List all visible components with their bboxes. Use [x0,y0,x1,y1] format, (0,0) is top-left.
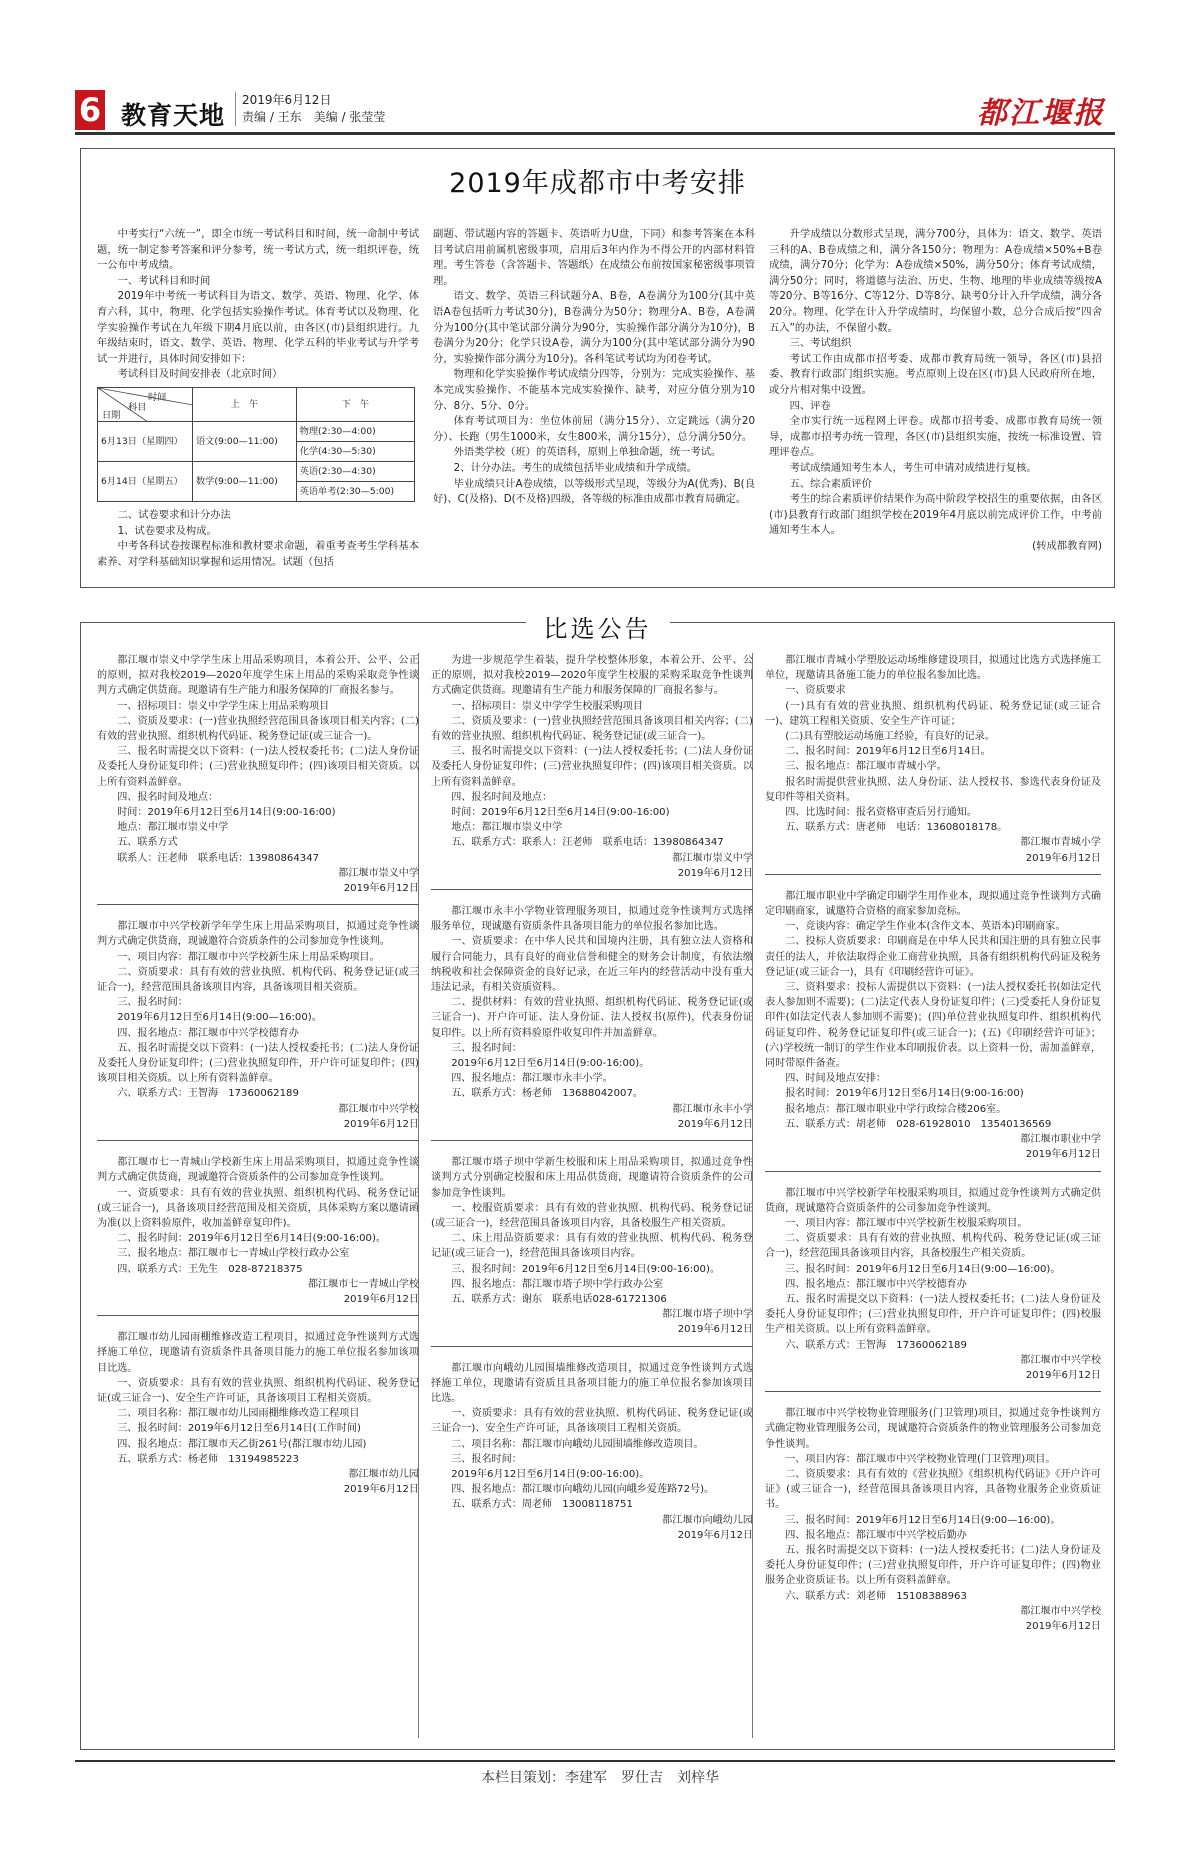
notice-paragraph: 六、联系方式：王智海 17360062189 [785,1339,967,1351]
notice-signature: 都江堰市中兴学校 [1020,1354,1101,1366]
notice-paragraph: 三、报名时间：2019年6月12日至6月14日(9:00-16:00)。 [451,1263,720,1275]
exam-paragraph: 全市实行统一远程网上评卷。成都市招考委、成都市教育局统一领导，成都市招考办统一管理，各区(市)县组织实施，按统一标准设置、管理评卷点。 [769,415,1102,459]
notice-paragraph: 四、报名地点：都江堰市中兴学校德育办 [117,1027,299,1039]
notice-paragraph: 二、项目名称：都江堰市向峨幼儿园围墙维修改造项目。 [451,1438,704,1450]
exam-heading: 一、考试科目和时间 [117,274,211,287]
notice-paragraph: 六、联系方式：王智海 17360062189 [117,1088,299,1100]
notice [431,1361,753,1551]
notice-date: 2019年6月12日 [343,1293,419,1305]
notice [97,1330,419,1505]
date-block [235,92,455,126]
notice-paragraph: 报名时需提供营业执照、法人身份证、法人授权书、参选代表身份证及复印件等相关资料。 [765,776,1101,803]
exam-paragraph: 考试成绩通知考生本人，考生可申请对成绩进行复核。 [789,461,1037,474]
notice [765,1406,1101,1642]
table-cell-afternoon: 物理(2:30—4:00) [296,421,414,441]
announcements-section [80,615,1115,1750]
table-cell-afternoon: 英语(2:30—4:30) [296,461,414,481]
notice-paragraph: (二)具有塑胶运动场施工经验，有良好的记录。 [785,731,995,743]
notice-paragraph: 二、投标人资质要求：印刷商是在中华人民共和国注册的具有独立民事责任的法人，并依法取得企业工商营业执照，具备有组织机构代码证及税务登记证(或三证合一)，具有《印刷经营许可证》。 [765,936,1101,978]
notice [431,904,753,1141]
notice-date: 2019年6月12日 [677,1118,753,1130]
notice-paragraph: 二、资质要求：具有有效的营业执照、机构代码、税务登记证(或三证合一)，经营范围具备该项目内容，具备校服生产相关资质。 [765,1233,1101,1260]
announcements-title-text: 比选公告 [526,615,670,643]
notice-paragraph: 都江堰市中兴学校物业管理服务(门卫管理)项目，拟通过竞争性谈判方式确定物业管理服务公司，现诚邀符合资质条件的物业管理服务公司参加竞争性谈判。 [765,1408,1101,1450]
notice-paragraph: 二、提供材料：有效的营业执照、组织机构代码证、税务登记证(或三证合一)、开户许可证、法人身份证、法人授权书(原件)，代表身份证复印件。以上所有资料验原件收复印件并加盖鲜章。 [431,997,753,1039]
table-cell-afternoon: 化学(4:30—5:30) [296,441,414,461]
notice-date: 2019年6月12日 [1025,852,1101,864]
notice [765,1186,1101,1393]
notice-paragraph: (一)具有有效的营业执照、组织机构代码证、税务登记证(或三证合一)、建筑工程相关资质、安全生产许可证； [765,700,1101,727]
exam-source: (转成都教育网) [1032,539,1102,552]
notice-paragraph: 五、报名时需提交以下资料：(一)法人授权委托书；(二)法人身份证及委托人身份证复印件；(三)营业执照复印件，开户许可证复印件；(四)物业服务企业资质证书。以上所有资料盖鲜章。 [765,1544,1101,1587]
notice-paragraph: 一、资质要求：具有有效的营业执照、机构代码证、税务登记证(或三证合一)、安全生产许可证，具备该项目工程相关资质。 [431,1408,753,1435]
header-afternoon: 下 午 [296,387,414,421]
notice-paragraph: 2019年6月12日至6月14日(9:00-16:00)。 [451,1058,650,1070]
notice-paragraph: 一、校服资质要求：具有有效的营业执照、机构代码、税务登记证(或三证合一)，经营范围具备该项目内容，具备校服生产相关资质。 [431,1202,753,1229]
notice-paragraph: 四、时间及地点安排： [785,1073,887,1085]
notice-paragraph: 一、竞谈内容：确定学生作业本(含作文本、英语本)印刷商家。 [785,921,1066,933]
notice-paragraph: 时间：2019年6月12日至6月14日(9:00-16:00) [451,807,670,819]
notice [765,889,1101,1172]
notice [97,1155,419,1316]
notice-signature: 都江堰市向峨幼儿园 [662,1514,753,1526]
notice-paragraph: 二、资质及要求：(一)营业执照经营范围具备该项目相关内容；(二)有效的营业执照、组织机构代码证、税务登记证(或三证合一)。 [97,715,419,743]
notice-paragraph: 五、联系方式：谢东 联系电话028-61721306 [451,1293,667,1305]
exam-paragraph: 中考实行“六统一”，即全市统一考试科目和时间，统一命制中考试题，统一制定参考答案和评分参考，统一考试方式，统一组织评卷，统一公布中考成绩。 [97,228,419,272]
notice-signature: 都江堰市崇义中学 [338,867,419,879]
notice-paragraph: 四、报名地点：都江堰市向峨幼儿园(向峨乡爱莲路72号)。 [451,1484,715,1496]
notice-paragraph: 三、报名时间：2019年6月12日至6月14日(工作时间) [117,1423,361,1435]
header-morning: 上 午 [193,387,297,421]
notice-paragraph: 一、项目内容：都江堰市中兴学校新生校服采购项目。 [785,1217,1028,1229]
exam-paragraph: 外语类学校（班）的英语科，原则上单独命题，统一考试。 [453,446,722,459]
notice-paragraph: 2019年6月12日至6月14日(9:00—16:00)。 [117,1012,322,1024]
notice-paragraph: 一、资质要求：具有有效的营业执照、组织机构代码证、税务登记证(或三证合一)、安全生产许可证，具备该项目工程相关资质。 [97,1377,419,1404]
notice-signature: 都江堰市七一青城山学校 [307,1278,419,1290]
notice-date: 2019年6月12日 [677,867,753,879]
notice-paragraph: 三、报名时间： [451,1453,522,1465]
exam-paragraph: 物理和化学实验操作考试成绩分四等，分别为：完成实验操作、基本完成实验操作、不能基本完成实验操作、缺考，对应分值分别为10分、8分、5分、0分。 [433,368,755,412]
announcements-title [81,609,1114,644]
table-cell-morning: 数学(9:00—11:00) [193,461,297,501]
notice-date: 2019年6月12日 [343,1118,419,1130]
notice-signature: 都江堰市幼儿园 [348,1468,419,1480]
footer-rule [75,1760,1115,1762]
notice [765,653,1101,875]
exam-heading: 二、试卷要求和计分办法 [117,508,231,521]
issue-date: 2019年6月12日 [242,93,332,107]
notice-signature: 都江堰市青城小学 [1020,837,1101,849]
notice-paragraph: 地点：都江堰市崇义中学 [117,822,229,834]
notice-paragraph: 四、报名地点：都江堰市塔子坝中学行政办公室 [451,1278,664,1290]
exam-paragraph: 副题、带试题内容的答题卡、英语听力U盘，下同）和参考答案在本科目考试启用前属机密级事项，启用后3年内作为不得公开的内部材料管理。考生答卷（含答题卡、答题纸）在成绩公布前按国家秘密级事项管理。 [433,228,755,287]
notice-paragraph: 一、招标项目：崇义中学学生校服采购项目 [451,700,643,712]
exam-column-3 [769,227,1102,554]
exam-paragraph: 考试工作由成都市招考委、成都市教育局统一领导，各区(市)县招委、教育行政部门组织实施。考点原则上设在区(市)县人民政府所在地，或分片相对集中设置。 [769,352,1102,396]
notice-paragraph: 五、联系方式：联系人：汪老师 联系电话：13980864347 [451,837,724,849]
notice [431,1155,753,1346]
notice-paragraph: 都江堰市崇义中学学生床上用品采购项目，本着公开、公平、公正的原则，拟对我校2019—2020年度学生床上用品的采购采取竞争性谈判方式确定供货商。现邀请有生产能力和服务保障的厂商报名参与。 [97,655,419,697]
notice-paragraph: 一、项目内容：都江堰市中兴学校新生床上用品采购项目。 [117,951,380,963]
table-cell-morning: 语文(9:00—11:00) [193,421,297,461]
notice-paragraph: 四、报名地点：都江堰市天乙街261号(都江堰市幼儿园) [117,1438,367,1450]
notice-paragraph: 三、报名地点：都江堰市青城小学。 [785,761,947,773]
notice-paragraph: 三、报名时需提交以下资料：(一)法人授权委托书；(二)法人身份证及委托人身份证复印件；(三)营业执照复印件；(四)该项目相关资质。以上所有资料盖鲜章。 [97,746,419,788]
notice-paragraph: 三、报名地点：都江堰市七一青城山学校行政办公室 [117,1248,350,1260]
notice-paragraph: 四、报名地点：都江堰市中兴学校后勤办 [785,1529,967,1541]
notice-paragraph: 四、报名时间及地点： [451,791,553,803]
notice-signature: 都江堰市崇义中学 [672,852,753,864]
notice-paragraph: 二、报名时间：2019年6月12日至6月14日。 [785,746,991,758]
notice-paragraph: 三、资料要求：投标人需提供以下资料：(一)法人授权委托书(如法定代表人参加则不需要)；(二)法定代表人身份证复印件；(三)受委托人身份证复印件(如法定代表人参加则不需要)；(四)单位营业执照复印件、组织机构代码证复印件、税务登记证复印件(或三证合一)；(五)《印刷经营许可证》；(六)学校统一制订的学生作业本印刷报价表。以上资料一份，需加盖鲜章，同时带原件备查。 [765,982,1101,1070]
notice-paragraph: 二、资质及要求：(一)营业执照经营范围具备该项目相关内容；(二)有效的营业执照、组织机构代码证、税务登记证(或三证合一)。 [431,715,753,743]
header-subject: 科目 [128,401,147,413]
notice-paragraph: 时间：2019年6月12日至6月14日(9:00-16:00) [117,807,336,819]
notice [97,653,419,905]
notice [97,919,419,1141]
notice-paragraph: 都江堰市塔子坝中学新生校服和床上用品采购项目，拟通过竞争性谈判方式分别确定校服和床上用品供货商，现邀请符合资质条件的公司参加竞争性谈判。 [431,1157,753,1199]
notice-paragraph: 三、报名时间： [451,1042,522,1054]
exam-heading: 五、综合素质评价 [789,477,872,490]
notice-paragraph: 地点：都江堰市崇义中学 [451,822,563,834]
notice-paragraph: 报名地点：都江堰市职业中学行政综合楼206室。 [785,1103,1007,1115]
notice-paragraph: 都江堰市七一青城山学校新生床上用品采购项目，拟通过竞争性谈判方式确定供货商，现诚邀符合资质条件的公司参加竞争性谈判。 [97,1157,419,1184]
announcements-column-3 [765,653,1101,1656]
notice-paragraph: 四、报名时间及地点： [117,791,219,803]
notice-paragraph: 一、项目内容：都江堰市中兴学校物业管理(门卫管理)项目。 [785,1453,1056,1465]
notice-date: 2019年6月12日 [1025,1369,1101,1381]
exam-heading: 四、评卷 [789,399,831,412]
notice-paragraph: 三、报名时间：2019年6月12日至6月14日(9:00—16:00)。 [785,1263,1061,1275]
exam-schedule-table [97,387,415,502]
exam-column-1 [97,227,419,570]
notice-paragraph: 五、报名时需提交以下资料：(一)法人授权委托书；(二)法人身份证及委托人身份证复印件；(三)营业执照复印件，开户许可证复印件；(四)校服生产相关资质。以上所有资料盖鲜章。 [765,1293,1101,1336]
notice-signature: 都江堰市中兴学校 [338,1103,419,1115]
exam-paragraph: 升学成绩以分数形式呈现，满分700分，具体为：语文、数学、英语三科的A、B卷成绩之和，满分各150分；物理为：A卷成绩×50%+B卷成绩，满分70分；化学为：A卷成绩×50%，满分50分；体育考试成绩，满分50分；同时，将道德与法治、历史、生物、地理的毕业成绩等级按A等20分、B等16分、C等12分、D等8分、缺考0分计入升学成绩，满分各20分。物理、化学在计入升学成绩时，均保留小数，总分合成后按“四舍五入”的办法，不保留小数。 [769,228,1102,334]
table-cell-date: 6月14日（星期五） [98,461,193,501]
notice-paragraph: 一、资质要求 [785,685,846,697]
notice-paragraph: 五、报名时需提交以下资料：(一)法人授权委托书；(二)法人身份证及委托人身份证复印件；(三)营业执照复印件，开户许可证复印件；(四)该项目相关资质。以上所有资料盖鲜章。 [97,1042,419,1085]
notice-paragraph: 都江堰市幼儿园雨棚维修改造工程项目，拟通过竞争性谈判方式选择施工单位，现邀请有资质条件具备项目能力的施工单位报名参加该项目比选。 [97,1332,419,1374]
announcements-column-2 [431,653,753,1565]
exam-paragraph: 考生的综合素质评价结果作为高中阶段学校招生的重要依据，由各区(市)县教育行政部门组织学校在2019年4月底以前完成评价工作，中考前通知考生本人。 [769,493,1102,537]
notice-paragraph: 为进一步规范学生着装，提升学校整体形象，本着公开、公平、公正的原则，拟对我校2019—2020年度学生校服的采购采取竞争性谈判方式确定供货商。现邀请有生产能力和服务保障的厂商报名参与。 [431,655,753,697]
exam-paragraph: 毕业成绩只计A卷成绩，以等级形式呈现，等级分为A(优秀)、B(良好)、C(及格)、D(不及格)四级，各等级的标准由成都市教育局确定。 [433,477,755,506]
notice-date: 2019年6月12日 [1025,1620,1101,1632]
notice-date: 2019年6月12日 [343,883,419,895]
table-diagonal-header [98,387,193,421]
editors: 责编 / 王东 美编 / 张莹莹 [242,110,386,124]
notice-paragraph: 五、联系方式：胡老师 028-61928010 13540136569 [785,1118,1052,1130]
notice-paragraph: 五、联系方式 [117,837,178,849]
notice-date: 2019年6月12日 [343,1484,419,1496]
notice-paragraph: 二、项目名称：都江堰市幼儿园雨棚维修改造工程项目 [117,1408,360,1420]
exam-heading: 三、考试组织 [789,337,852,350]
notice-paragraph: 一、招标项目：崇义中学学生床上用品采购项目 [117,700,330,712]
notice-paragraph: 报名时间：2019年6月12日至6月14日(9:00-16:00) [785,1088,1024,1100]
notice-paragraph: 二、床上用品资质要求：具有有效的营业执照、机构代码、税务登记证(或三证合一)，经营范围具备该项目内容。 [431,1233,753,1260]
header-rule [75,132,1115,135]
notice-paragraph: 都江堰市职业中学确定印刷学生用作业本，现拟通过竞争性谈判方式确定印刷商家，诚邀符合资格的商家参加竞标。 [765,890,1101,918]
notice-date: 2019年6月12日 [677,1324,753,1336]
notice-date: 2019年6月12日 [677,1529,753,1541]
notice-paragraph: 六、联系方式：刘老师 15108388963 [785,1590,967,1602]
newspaper-logo: 都江堰报 [977,96,1105,131]
masthead [75,88,1115,132]
notice-paragraph: 一、资质要求：在中华人民共和国境内注册，具有独立法人资格和履行合同能力，具有良好的商业信誉和健全的财务会计制度，有依法缴纳税收和社会保障资金的良好记录，在近三年内的经营活动中没有重大违法记录，有相关资质资料。 [431,936,753,994]
exam-paragraph: 语文、数学、英语三科试题分A、B卷，A卷满分为100分(其中英语A卷包括听力考试30分)，B卷满分为50分；物理分A、B卷，A卷满分为100分(其中笔试部分满分为90分，实验操作部分满分为10分)，B卷满分为20分；化学只设A卷，满分为100分(其中笔试部分满分为90分，实验操作部分满分为10分)。各科笔试考试均为闭卷考试。 [433,290,755,365]
notice-paragraph: 2019年6月12日至6月14日(9:00-16:00)。 [451,1468,650,1480]
exam-paragraph: 2019年中考统一考试科目为语文、数学、英语、物理、化学、体育六科，其中，物理、化学包括实验操作考试。体育考试以及物理、化学实验操作考试在九年级下期4月底以前，由各区(市)县组织进行。九年级结束时，语文、数学、英语、物理、化学五科的毕业考试与升学考试一并进行，具体时间安排如下： [97,290,419,365]
notice-paragraph: 四、比选时间：报名资格审查后另行通知。 [785,807,977,819]
exam-article [80,148,1115,588]
notice-paragraph: 五、联系方式：杨老师 13688042007。 [451,1088,643,1100]
notice-paragraph: 三、报名时需提交以下资料：(一)法人授权委托书；(二)法人身份证及委托人身份证复印件；(三)营业执照复印件；(四)该项目相关资质。以上所有资料盖鲜章。 [431,746,753,788]
exam-title: 2019年成都市中考安排 [449,168,746,199]
section-name: 教育天地 [121,101,226,130]
notice-paragraph: 二、资质要求：具有有效的《营业执照》《组织机构代码证》《开户许可证》(或三证合一)，经营范围具备该项目内容，具备物业服务企业资质证书。 [765,1468,1101,1511]
exam-heading: 1、试卷要求及构成。 [117,524,217,537]
announcements-column-1 [97,653,419,1519]
notice-paragraph: 四、联系方式：王先生 028-87218375 [117,1263,303,1275]
notice-paragraph: 五、联系方式：周老师 13008118751 [451,1499,633,1511]
notice-paragraph: 都江堰市中兴学校新学年校服采购项目，拟通过竞争性谈判方式确定供货商，现诚邀符合资质条件的公司参加竞争性谈判。 [765,1187,1101,1214]
notice-paragraph: 一、资质要求：具有有效的营业执照、组织机构代码、税务登记证(或三证合一)，具备该项目经营范围及相关资质，具体采购方案以邀请函为准(以上资料验原件，收加盖鲜章复印件)。 [97,1187,419,1229]
notice-paragraph: 五、联系方式：唐老师 电话：13608018178。 [785,822,1008,834]
notice-paragraph: 四、报名地点：都江堰市中兴学校德育办 [785,1278,967,1290]
table-caption: 考试科目及时间安排表（北京时间） [117,368,283,381]
table-cell-afternoon: 英语单考(2:30—5:00) [296,481,414,501]
notice-paragraph: 都江堰市中兴学校新学年学生床上用品采购项目，拟通过竞争性谈判方式确定供货商，现诚邀符合资质条件的公司参加竞争性谈判。 [97,921,419,948]
notice [431,653,753,890]
notice-signature: 都江堰市永丰小学 [672,1103,753,1115]
footer-credit: 本栏目策划：李建军 罗仕吉 刘梓华 [481,1770,719,1786]
header-time: 时间 [148,391,167,403]
notice-paragraph: 都江堰市向峨幼儿园围墙维修改造项目，拟通过竞争性谈判方式选择施工单位，现邀请有资质且具备项目能力的施工单位报名参加该项目比选。 [431,1362,753,1404]
notice-paragraph: 二、资质要求：具有有效的营业执照、机构代码、税务登记证(或三证合一)，经营范围具备该项目内容，具备该项目相关资质。 [97,966,419,994]
notice-paragraph: 二、报名时间：2019年6月12日至6月14日(9:00-16:00)。 [117,1233,386,1245]
notice-paragraph: 都江堰市青城小学塑胶运动场维修建设项目，拟通过比选方式选择施工单位，现邀请具备施工能力的单位报名参加比选。 [765,655,1101,682]
page-number: 6 [75,90,105,130]
exam-paragraph: 2、计分办法。考生的成绩包括毕业成绩和升学成绩。 [453,461,697,474]
notice-paragraph: 五、联系方式：杨老师 13194985223 [117,1453,299,1465]
notice-paragraph: 都江堰市永丰小学物业管理服务项目，拟通过竞争性谈判方式选择服务单位，现诚邀有资质条件具备项目能力的单位报名参加比选。 [431,906,753,933]
exam-paragraph: 中考各科试卷按课程标准和教材要求命题，着重考查考生学科基本素养、对学科基础知识掌握和运用情况。试题（包括 [97,540,419,568]
notice-signature: 都江堰市职业中学 [1020,1134,1101,1146]
notice-signature: 都江堰市塔子坝中学 [662,1309,753,1321]
exam-column-2 [433,227,755,508]
notice-paragraph: 三、报名时间： [117,997,188,1009]
notice-paragraph: 三、报名时间：2019年6月12日至6月14日(9:00—16:00)。 [785,1514,1061,1526]
header-date: 日期 [102,409,121,421]
table-cell-date: 6月13日（星期四） [98,421,193,461]
notice-date: 2019年6月12日 [1025,1149,1101,1161]
notice-paragraph: 四、报名地点：都江堰市永丰小学。 [451,1073,613,1085]
notice-paragraph: 联系人：汪老师 联系电话：13980864347 [117,852,320,864]
exam-paragraph: 体育考试项目为：坐位体前屈（满分15分）、立定跳远（满分20分）、长跑（男生1000米，女生800米，满分15分），总分满分50分。 [433,415,755,443]
notice-signature: 都江堰市中兴学校 [1020,1605,1101,1617]
